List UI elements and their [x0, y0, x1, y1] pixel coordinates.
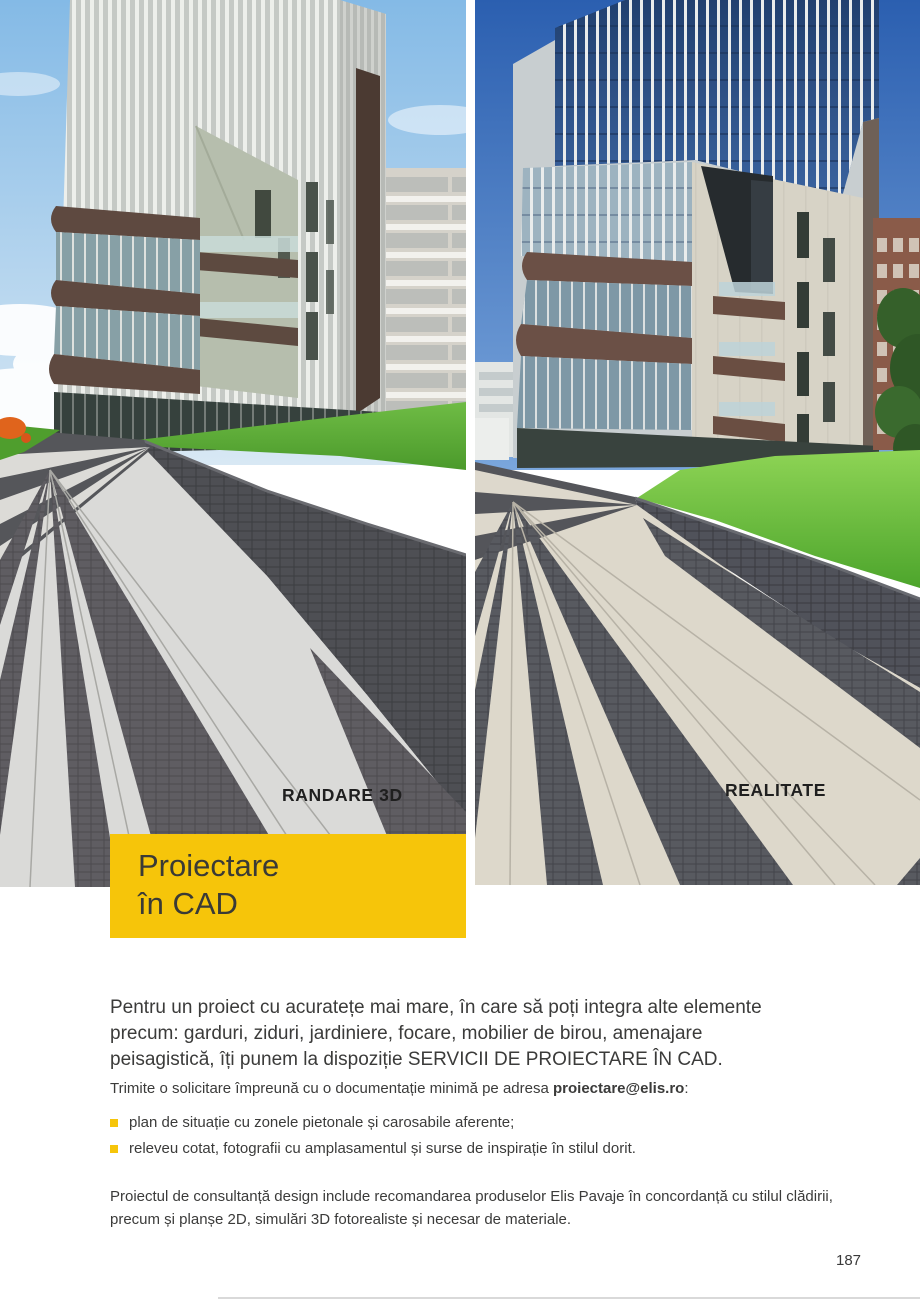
page-number: 187 — [836, 1252, 862, 1269]
reality-photo-scene — [475, 0, 920, 885]
request-colon: : — [684, 1080, 689, 1097]
request-bullet-list — [110, 1110, 830, 1162]
bullet-text: releveu cotat, fotografii cu amplasamentul și surse de inspirație în stilul dorit. — [129, 1140, 636, 1157]
reality-label: REALITATE — [725, 780, 826, 800]
page-title-line2: în CAD — [138, 886, 238, 921]
contact-email: proiectare@elis.ro — [552, 1080, 685, 1097]
render-label: RANDARE 3D — [282, 785, 403, 805]
page-title-line1: Proiectare — [138, 848, 280, 883]
main-building — [513, 0, 879, 468]
render-3d-image — [0, 0, 466, 887]
request-block — [110, 1078, 830, 1162]
closing-paragraph: Proiectul de consultanță design include recomandarea produselor Elis Pavaje în concordanță cu stilul clădirii, precum și planșe 2D, simulări 3D fotorealiste și necesar de materiale. — [110, 1188, 833, 1228]
request-lead: Trimite o solicitare împreună cu o documentație minimă pe adresa — [110, 1080, 553, 1097]
bullet-square-icon — [110, 1119, 118, 1127]
bullet-square-icon — [110, 1145, 118, 1153]
bottom-rule — [218, 1297, 920, 1299]
render-3d-scene — [0, 0, 466, 887]
list-item — [110, 1110, 830, 1136]
list-item — [110, 1136, 830, 1162]
main-building — [49, 0, 386, 454]
intro-paragraph: Pentru un proiect cu acuratețe mai mare, în care să poți integra alte elemente precum: garduri, ziduri, jardiniere, focare, mobilier de birou, amenajare peisagistică, îți punem la dispoziție SERVICII DE PROIECTARE ÎN CAD. — [110, 997, 762, 1070]
background-building — [378, 168, 466, 428]
bullet-text: plan de situație cu zonele pietonale și carosabile aferente; — [129, 1114, 515, 1131]
reality-photo-image — [475, 0, 920, 885]
title-box — [110, 834, 466, 938]
